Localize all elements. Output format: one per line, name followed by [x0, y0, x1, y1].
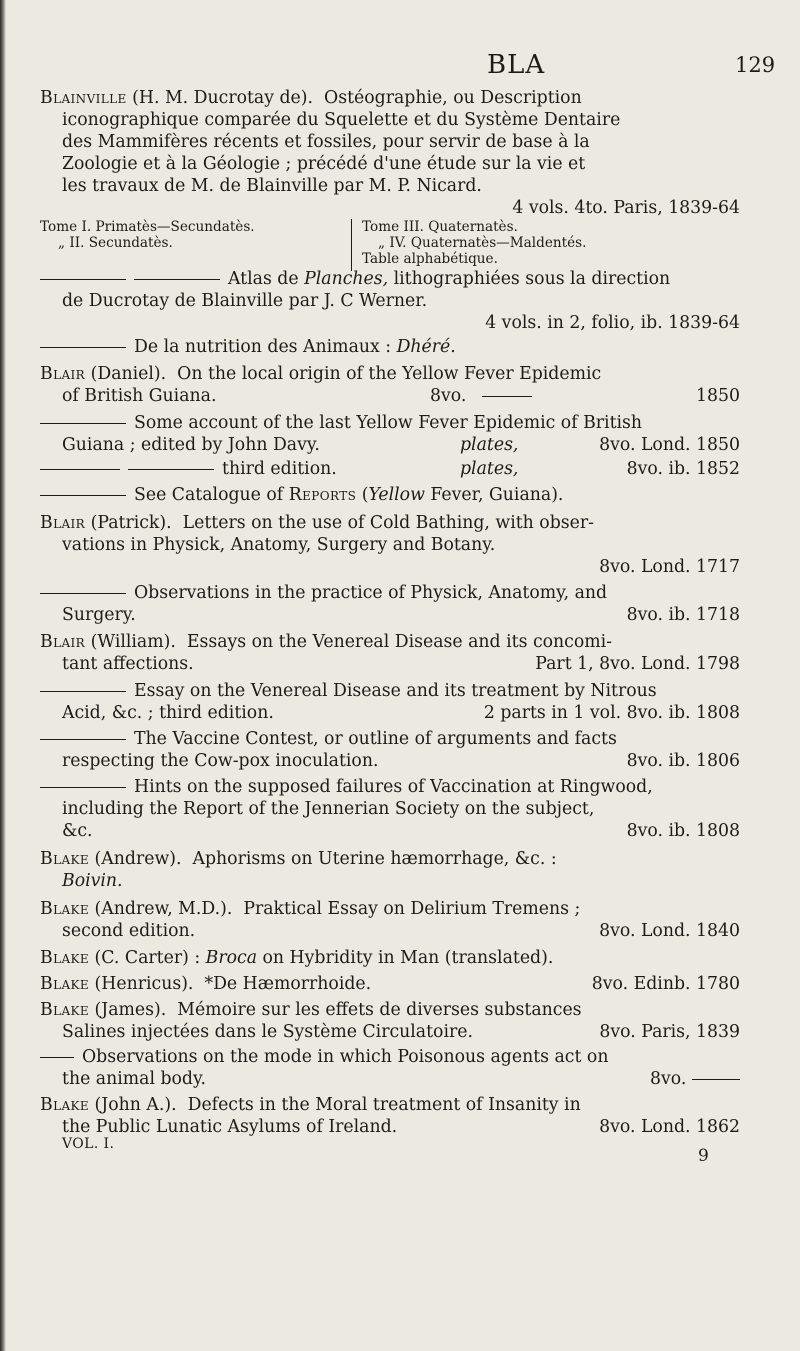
entry-title: Essays on the Venereal Disease and its concomi- — [186, 632, 612, 652]
ditto-dash — [40, 347, 126, 348]
entry-heading — [40, 999, 740, 1021]
ditto-dash — [40, 691, 126, 692]
entry-heading — [40, 848, 740, 870]
entry-heading: Observations on the mode in which Poisonous agents act on — [40, 1046, 740, 1068]
author-name: (Andrew). — [89, 849, 182, 869]
entry-title: *De Hæmorrhoide. — [204, 974, 372, 994]
entry-title: Defects in the Moral treatment of Insanity in — [187, 1095, 581, 1115]
entry-line: iconographique comparée du Squelette et du Système Dentaire — [62, 110, 621, 130]
entry-line: of British Guiana. 8vo. 1850 — [62, 386, 740, 406]
entry-line: vations in Physick, Anatomy, Surgery and Botany. — [62, 535, 496, 555]
entry-line: Boivin. — [62, 871, 123, 891]
ditto-dash — [40, 1057, 74, 1058]
entry-heading: Blake (Henricus). *De Hæmorrhoide. 8vo. Edinb. 1780 — [40, 974, 740, 994]
author-name: (William). — [85, 632, 176, 652]
entry-title: Praktical Essay on Delirium Tremens ; — [243, 899, 581, 919]
entry-title: on Hybridity in Man (translated). — [257, 948, 554, 968]
author-surname: Blake — [40, 899, 90, 919]
entry-heading: Observations in the practice of Physick, Anatomy, and — [40, 582, 740, 604]
author-surname: Blake — [40, 974, 90, 994]
ditto-dash — [40, 739, 126, 740]
imprint: 8vo. Lond. 1717 — [599, 557, 740, 577]
author-surname: Blair — [40, 364, 86, 384]
author-surname: Blair — [40, 632, 86, 652]
entry-heading — [40, 1094, 740, 1116]
ditto-dash — [134, 279, 220, 280]
entry-heading — [40, 512, 740, 534]
author-surname: Blair — [40, 513, 86, 533]
entry-title: On the local origin of the Yellow Fever Epidemic — [177, 364, 602, 384]
ditto-dash — [482, 396, 532, 397]
author-name: (Henricus). — [89, 974, 194, 994]
entry-line: including the Report of the Jennerian Society on the subject, — [62, 799, 595, 819]
entry-title: Mémoire sur les effets de diverses substances — [177, 1000, 582, 1020]
entry-heading: De la nutrition des Animaux : Dhéré. — [40, 336, 740, 358]
author-surname: Blake — [40, 948, 90, 968]
entry-title: Letters on the use of Cold Bathing, with obser- — [182, 513, 594, 533]
entry-title: Aphorisms on Uterine hæmorrhage, &c. : — [192, 849, 557, 869]
author-name: (John A.). — [89, 1095, 177, 1115]
author-name: (James). — [89, 1000, 167, 1020]
tome-item: Table alphabétique. — [362, 251, 498, 267]
entry-heading: Hints on the supposed failures of Vaccination at Ringwood, — [40, 776, 740, 798]
ditto-dash — [40, 593, 126, 594]
entry-heading: The Vaccine Contest, or outline of arguments and facts — [40, 728, 740, 750]
entry-heading: Atlas de Planches, lithographiées sous la direction — [40, 268, 740, 290]
entry-heading — [40, 631, 740, 653]
entry-line: Surgery. 8vo. ib. 1718 — [62, 605, 740, 625]
volume-mark: VOL. I. — [62, 1136, 115, 1152]
entry-line: de Ducrotay de Blainville par J. C Werner. — [62, 291, 428, 311]
page-number: 129 — [735, 53, 776, 77]
entry-line: Zoologie et à la Géologie ; précédé d'une étude sur la vie et — [62, 154, 586, 174]
author-surname: Blake — [40, 1000, 90, 1020]
entry-title: Ostéographie, ou Description — [324, 88, 582, 108]
entry-heading — [40, 898, 740, 920]
ditto-dash — [40, 495, 126, 496]
entry-line: the Public Lunatic Asylums of Ireland. 8vo. Lond. 1862 — [62, 1117, 740, 1137]
entry-heading: See Catalogue of Reports (Yellow Fever, Guiana). — [40, 484, 740, 506]
author-surname: Blainville — [40, 88, 127, 108]
entry-line: respecting the Cow-pox inoculation. 8vo. ib. 1806 — [62, 751, 740, 771]
entry-line: des Mammifères récents et fossiles, pour servir de base à la — [62, 132, 590, 152]
tome-item: Tome I. Primatès—Secundatès. — [40, 219, 255, 235]
author-name: (H. M. Ducrotay de). — [126, 88, 314, 108]
entry-heading — [40, 87, 740, 109]
entry-line: Guiana ; edited by John Davy. plates, 8vo. Lond. 1850 — [62, 435, 740, 455]
author-name: (Patrick). — [85, 513, 172, 533]
signature-mark: 9 — [698, 1146, 709, 1166]
tome-item: Tome III. Quaternatès. — [362, 219, 518, 235]
entry-heading: third edition. plates, 8vo. ib. 1852 — [40, 458, 740, 480]
entry-heading: Some account of the last Yellow Fever Epidemic of British — [40, 412, 740, 434]
entry-heading: Blake (C. Carter) : Broca on Hybridity in Man (translated). — [40, 948, 554, 968]
ditto-dash — [40, 279, 126, 280]
tome-list-right — [362, 219, 586, 267]
page-edge-shadow — [0, 0, 6, 1351]
author-surname: Blake — [40, 1095, 90, 1115]
author-name: (Daniel). — [85, 364, 167, 384]
author-name: (C. Carter) : — [89, 948, 206, 968]
entry-line: Acid, &c. ; third edition. 2 parts in 1 vol. 8vo. ib. 1808 — [62, 703, 740, 723]
entry-heading — [40, 363, 740, 385]
author-name: (Andrew, M.D.). — [89, 899, 233, 919]
ditto-dash — [128, 469, 214, 470]
running-title: BLA — [487, 50, 546, 80]
entry-line: the animal body. 8vo. — [62, 1068, 740, 1090]
ditto-dash — [40, 469, 120, 470]
column-divider — [351, 219, 352, 271]
imprint: 4 vols. 4to. Paris, 1839-64 — [512, 198, 740, 218]
entry-line: &c. 8vo. ib. 1808 — [62, 821, 740, 841]
author-surname: Blake — [40, 849, 90, 869]
ditto-dash — [40, 423, 126, 424]
entry-heading: Essay on the Venereal Disease and its treatment by Nitrous — [40, 680, 740, 702]
tome-list-left — [40, 219, 255, 251]
entry-line: les travaux de M. de Blainville par M. P. Nicard. — [62, 176, 482, 196]
ditto-dash — [40, 787, 126, 788]
imprint: 4 vols. in 2, folio, ib. 1839-64 — [485, 313, 740, 333]
entry-line: tant affections. Part 1, 8vo. Lond. 1798 — [62, 654, 740, 674]
entry-line: second edition. 8vo. Lond. 1840 — [62, 921, 740, 941]
tome-item: „ II. Secundatès. — [58, 235, 173, 251]
ditto-dash — [692, 1079, 740, 1080]
atlas-title: Planches, — [304, 269, 389, 289]
tome-item: „ IV. Quaternatès—Maldentés. — [378, 235, 587, 251]
entry-line: Salines injectées dans le Système Circulatoire. 8vo. Paris, 1839 — [62, 1022, 740, 1042]
